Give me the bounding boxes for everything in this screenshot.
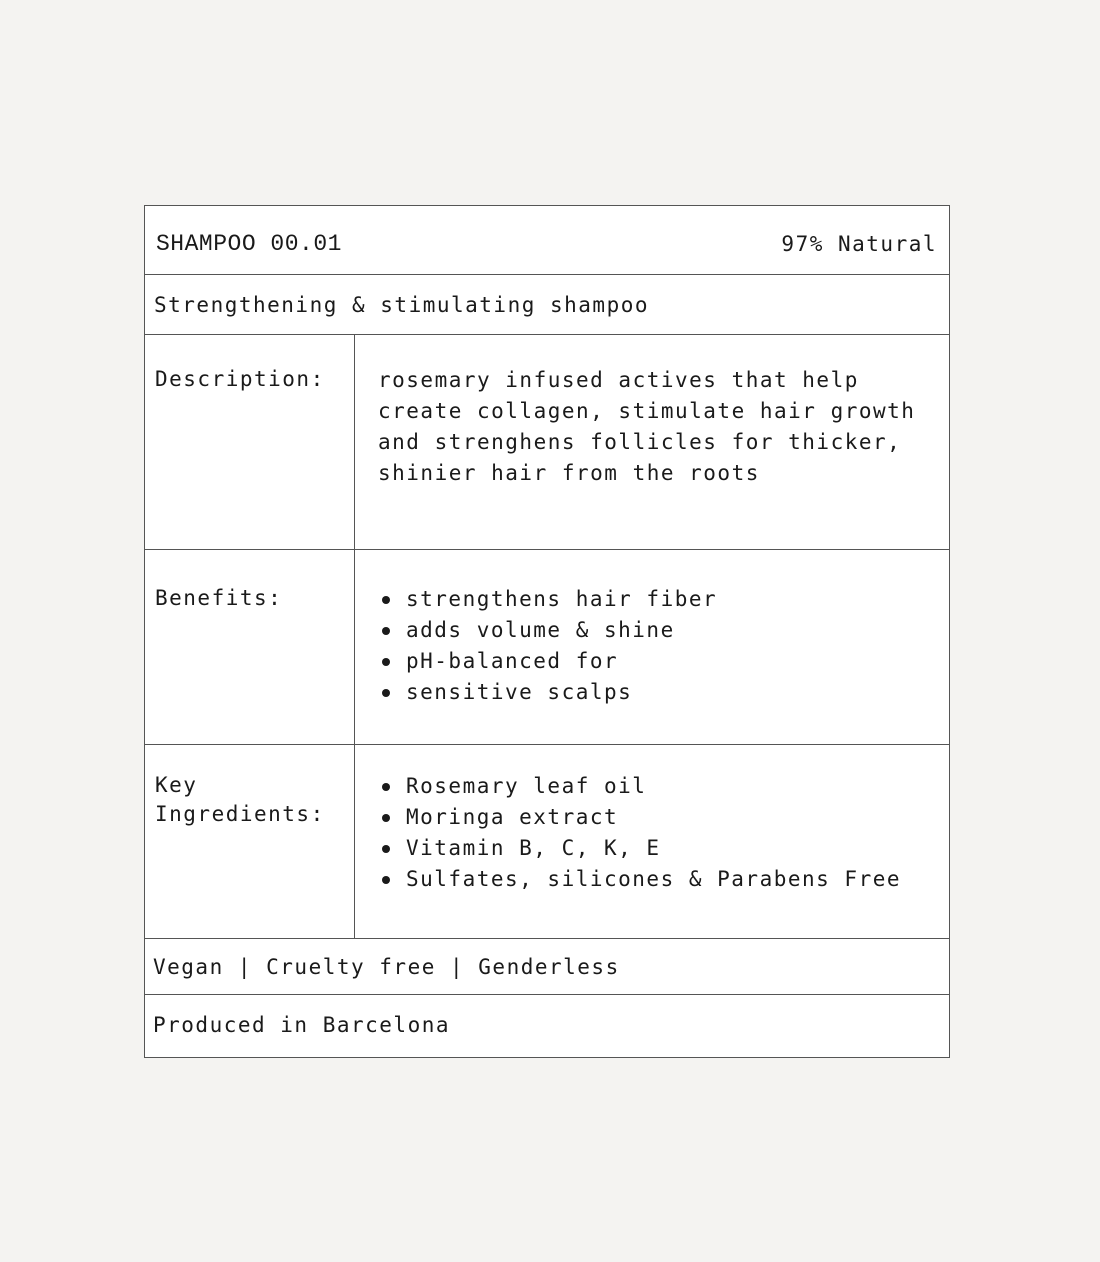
list-item — [378, 584, 943, 615]
ingredients-row — [145, 745, 949, 939]
product-tags: Vegan | Cruelty free | Genderless — [153, 955, 620, 979]
list-item — [378, 646, 943, 677]
bullet-icon — [382, 845, 390, 853]
benefit-text: adds volume & shine — [406, 618, 675, 642]
description-label: Description: — [155, 367, 325, 391]
list-item — [378, 615, 943, 646]
origin-row — [145, 995, 949, 1057]
ingredients-label: Key Ingredients: — [155, 773, 325, 826]
bullet-icon — [382, 627, 390, 635]
ingredient-text: Sulfates, silicones & Parabens Free — [406, 867, 902, 891]
ingredient-text: Rosemary leaf oil — [406, 774, 647, 798]
column-divider — [354, 335, 355, 550]
column-divider — [354, 550, 355, 745]
ingredient-text: Vitamin B, C, K, E — [406, 836, 661, 860]
benefits-label: Benefits: — [155, 586, 283, 610]
bullet-icon — [382, 596, 390, 604]
benefit-text: pH-balanced for — [406, 649, 619, 673]
bullet-icon — [382, 783, 390, 791]
bullet-icon — [382, 814, 390, 822]
bullet-icon — [382, 658, 390, 666]
benefit-text: sensitive scalps — [406, 680, 633, 704]
list-item — [378, 864, 943, 895]
label-header-row — [145, 206, 949, 275]
natural-percentage: 97% Natural — [781, 232, 937, 256]
tags-row — [145, 939, 949, 995]
ingredients-list — [378, 771, 943, 895]
list-item — [378, 833, 943, 864]
benefits-list — [378, 584, 943, 708]
list-item — [378, 802, 943, 833]
list-item — [378, 771, 943, 802]
list-item — [378, 677, 943, 708]
benefit-text: strengthens hair fiber — [406, 587, 718, 611]
column-divider — [354, 745, 355, 939]
ingredient-text: Moringa extract — [406, 805, 619, 829]
description-row — [145, 335, 949, 550]
bullet-icon — [382, 689, 390, 697]
description-text: rosemary infused actives that help create collagen, stimulate hair growth and strenghens follicles for thicker, shinier hair from the roots — [378, 368, 916, 485]
product-subtitle: Strengthening & stimulating shampoo — [154, 293, 650, 317]
product-name: SHAMPOO 00.01 — [156, 231, 342, 257]
bullet-icon — [382, 876, 390, 884]
product-label-card — [144, 205, 950, 1058]
benefits-row — [145, 550, 949, 745]
production-origin: Produced in Barcelona — [153, 1013, 451, 1037]
subtitle-row — [145, 275, 949, 335]
